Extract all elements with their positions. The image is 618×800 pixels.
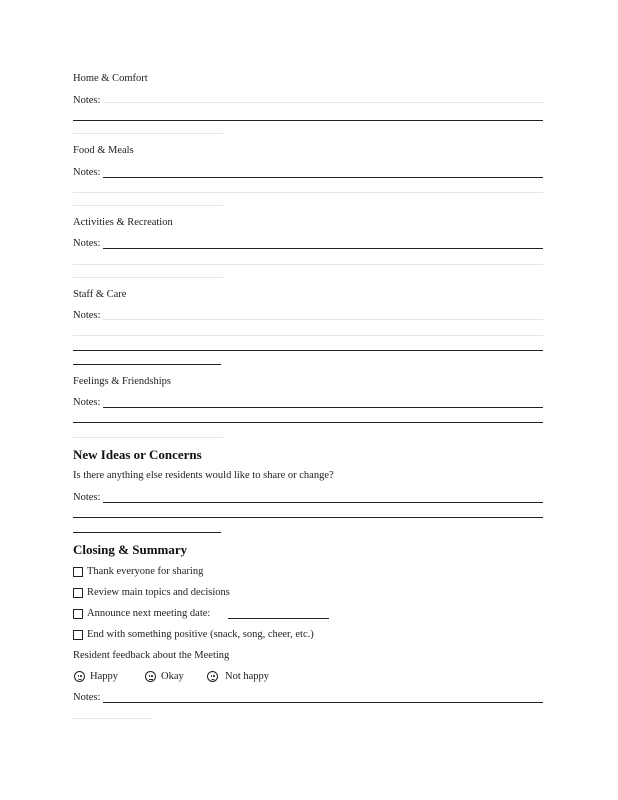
notes-label: Notes: <box>73 692 101 703</box>
checklist-item-review: Review main topics and decisions <box>87 587 230 598</box>
checkbox[interactable] <box>73 630 83 640</box>
faint-line <box>103 319 543 320</box>
smiley-neutral-icon[interactable] <box>145 671 156 682</box>
notes-line[interactable] <box>73 422 543 423</box>
heading-closing: Closing & Summary <box>73 542 188 557</box>
notes-line[interactable] <box>103 502 543 503</box>
notes-line[interactable] <box>103 407 543 408</box>
notes-label: Notes: <box>73 95 101 106</box>
checkbox[interactable] <box>73 567 83 577</box>
checklist-item-announce: Announce next meeting date: <box>87 608 211 619</box>
faint-line <box>73 192 543 193</box>
faint-line <box>73 335 543 336</box>
heading-new-ideas: New Ideas or Concerns <box>73 447 202 462</box>
section-title-feelings: Feelings & Friendships <box>73 376 172 387</box>
section-title-home-comfort: Home & Comfort <box>73 73 148 84</box>
checklist-item-thank: Thank everyone for sharing <box>87 566 204 577</box>
notes-line[interactable] <box>73 350 543 351</box>
notes-label: Notes: <box>73 310 101 321</box>
notes-label: Notes: <box>73 167 101 178</box>
next-meeting-date-field[interactable] <box>228 618 329 619</box>
faint-line <box>73 264 543 265</box>
notes-line[interactable] <box>73 364 221 365</box>
notes-line[interactable] <box>103 248 543 249</box>
smiley-sad-icon[interactable] <box>207 671 218 682</box>
faint-line <box>73 277 223 278</box>
section-title-staff-care: Staff & Care <box>73 289 127 300</box>
checklist-item-positive: End with something positive (snack, song, cheer, etc.) <box>87 629 314 640</box>
faint-line <box>73 437 223 438</box>
new-ideas-question: Is there anything else residents would like to share or change? <box>73 470 334 481</box>
notes-line[interactable] <box>73 517 543 518</box>
faint-line <box>73 718 151 719</box>
feedback-option-not-happy: Not happy <box>225 671 270 682</box>
section-title-activities: Activities & Recreation <box>73 217 173 228</box>
faint-line <box>104 102 544 103</box>
faint-line <box>73 133 223 134</box>
feedback-option-happy: Happy <box>90 671 118 682</box>
notes-line[interactable] <box>73 120 543 121</box>
notes-line[interactable] <box>73 532 221 533</box>
notes-label: Notes: <box>73 397 101 408</box>
notes-line[interactable] <box>103 177 543 178</box>
notes-label: Notes: <box>73 492 101 503</box>
checkbox[interactable] <box>73 588 83 598</box>
notes-line[interactable] <box>103 702 543 703</box>
faint-line <box>73 205 223 206</box>
feedback-label: Resident feedback about the Meeting <box>73 650 230 661</box>
section-title-food-meals: Food & Meals <box>73 145 134 156</box>
checkbox[interactable] <box>73 609 83 619</box>
notes-label: Notes: <box>73 238 101 249</box>
feedback-option-okay: Okay <box>161 671 184 682</box>
smiley-happy-icon[interactable] <box>74 671 85 682</box>
